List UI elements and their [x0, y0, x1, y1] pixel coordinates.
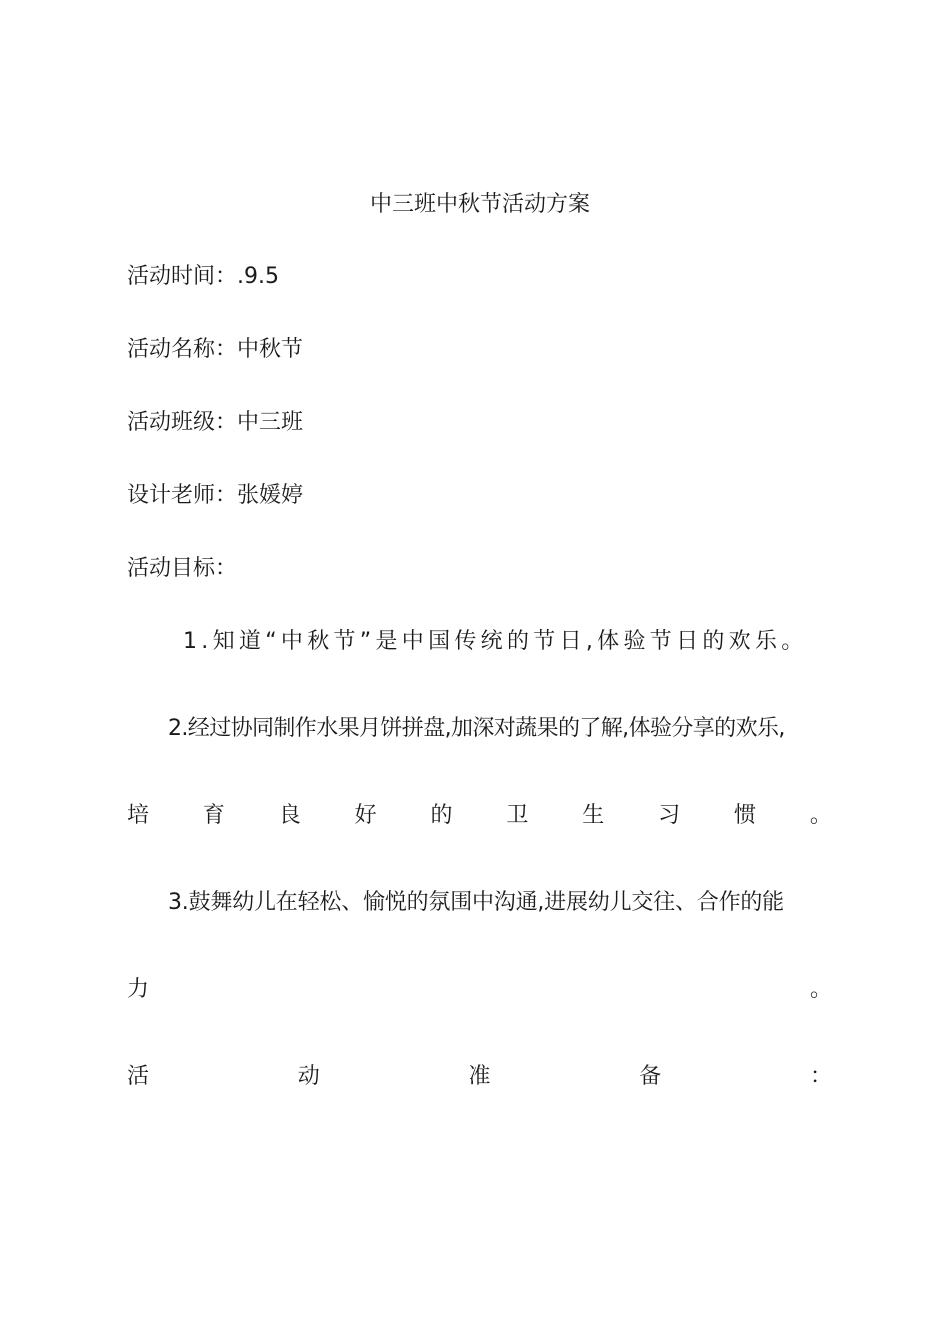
justified-char: 良 — [278, 803, 301, 828]
justified-char: 卫 — [506, 803, 529, 828]
field-activity-time — [127, 262, 279, 292]
goal-2-line-2 — [127, 801, 832, 831]
field-value: 中秋节 — [237, 337, 304, 362]
field-label: 设计老师： — [127, 483, 238, 508]
justified-char: 准 — [468, 1064, 491, 1089]
justified-char: 备 — [639, 1064, 662, 1089]
justified-char: 生 — [582, 803, 605, 828]
field-label: 活动时间： — [127, 264, 238, 289]
goal-3-line-1: 3.鼓舞幼儿在轻松、愉悦的氛围中沟通,进展幼儿交往、合作的能 — [168, 890, 784, 915]
justified-char: 动 — [297, 1064, 320, 1089]
field-designer-teacher — [127, 481, 303, 511]
field-activity-class — [127, 408, 303, 438]
field-label: 活动名称： — [127, 337, 238, 362]
justified-char: 。 — [809, 977, 832, 1002]
justified-char: 好 — [354, 803, 377, 828]
justified-char: 惯 — [734, 803, 757, 828]
justified-char: 的 — [430, 803, 453, 828]
field-label: 活动班级： — [127, 410, 238, 435]
field-value: 张媛婷 — [237, 483, 304, 508]
justified-char: 活 — [127, 1064, 150, 1089]
justified-char: 培 — [127, 803, 150, 828]
goal-3-line-2 — [127, 975, 832, 1005]
justified-char: 育 — [202, 803, 225, 828]
goal-2-line-1: 2.经过协同制作水果月饼拼盘,加深对蔬果的了解,体验分享的欢乐, — [168, 716, 785, 741]
justified-char: 。 — [809, 803, 832, 828]
justified-char: 力 — [127, 977, 150, 1002]
field-label: 活动目标： — [127, 556, 238, 581]
document-title: 中三班中秋节活动方案 — [369, 192, 590, 217]
justified-char: ： — [809, 1064, 832, 1089]
field-value: .9.5 — [237, 264, 279, 289]
field-activity-goals — [127, 554, 237, 584]
goal-1: 1.知道“中秋节”是中国传统的节日,体验节日的欢乐。 — [183, 629, 808, 654]
prep-heading — [127, 1062, 832, 1092]
justified-char: 习 — [658, 803, 681, 828]
field-value: 中三班 — [237, 410, 304, 435]
field-activity-name — [127, 335, 303, 365]
